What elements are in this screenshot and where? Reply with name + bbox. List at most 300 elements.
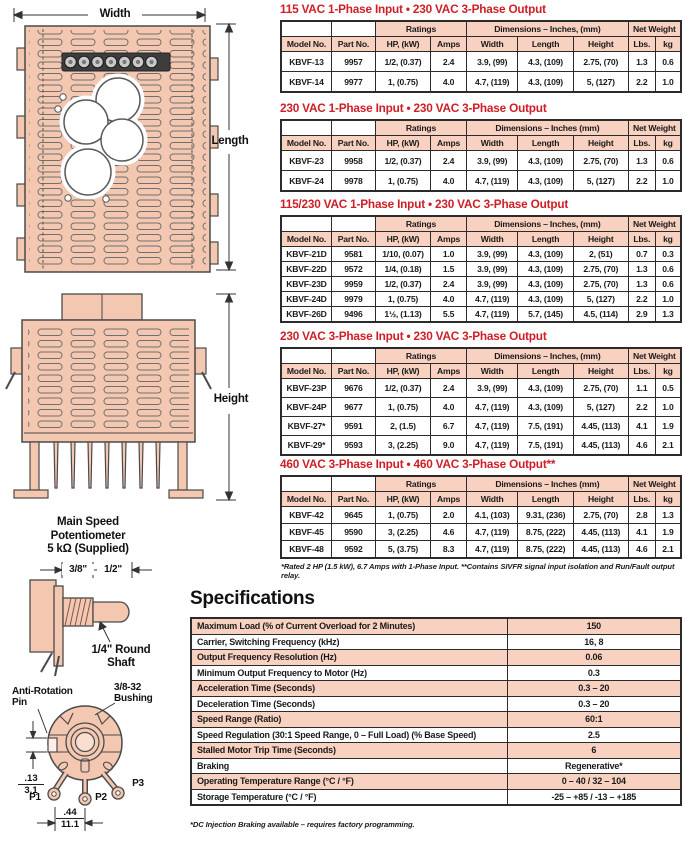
table-cell: 4.3, (109) bbox=[518, 151, 574, 171]
table-cell: 2.2 bbox=[628, 398, 655, 417]
table-cell: 7.5, (191) bbox=[518, 417, 574, 436]
specification-value: 2.5 bbox=[507, 727, 681, 743]
pin-label-line-1: Anti-Rotation bbox=[12, 686, 73, 697]
column-header: Model No. bbox=[281, 37, 331, 52]
table-cell: KBVF-45 bbox=[281, 524, 331, 541]
table-cell: 2.2 bbox=[628, 171, 655, 192]
table-cell: 3.9, (99) bbox=[467, 262, 518, 277]
table-cell: KBVF-23 bbox=[281, 151, 331, 171]
specification-label: Deceleration Time (Seconds) bbox=[191, 696, 507, 712]
width-dimension-label: Width bbox=[99, 8, 131, 20]
specification-label: Speed Range (Ratio) bbox=[191, 712, 507, 728]
table-cell: 2.4 bbox=[431, 379, 467, 398]
table-cell: 4.7, (119) bbox=[467, 541, 518, 559]
dimensions-group-header: Dimensions – Inches (mm) bbox=[467, 476, 629, 492]
table-row bbox=[281, 307, 681, 323]
table-cell: 1.3 bbox=[655, 507, 681, 524]
column-header: Length bbox=[518, 492, 574, 507]
table-row bbox=[281, 52, 681, 72]
column-header: Model No. bbox=[281, 492, 331, 507]
table-cell: 2.4 bbox=[431, 151, 467, 171]
table-cell: 9591 bbox=[331, 417, 375, 436]
net-weight-group-header: Net Weight bbox=[628, 21, 681, 37]
table-cell: 1.0 bbox=[431, 247, 467, 262]
table-cell: 4.3, (109) bbox=[518, 262, 574, 277]
anti-rotation-pin bbox=[48, 738, 57, 752]
table-title: 230 VAC 1-Phase Input • 230 VAC 3-Phase Output bbox=[280, 101, 547, 115]
dimensions-group-header: Dimensions – Inches, (mm) bbox=[467, 348, 629, 364]
table-cell: 4.3, (109) bbox=[518, 171, 574, 192]
table-row bbox=[281, 247, 681, 262]
specification-row bbox=[191, 758, 681, 774]
table-cell: 9959 bbox=[331, 277, 375, 292]
table-title: 115/230 VAC 1-Phase Input • 230 VAC 3-Phase Output bbox=[280, 197, 569, 211]
table-cell: 3.9, (99) bbox=[467, 379, 518, 398]
table-cell: 4.7, (119) bbox=[467, 524, 518, 541]
table-cell: 2.75, (70) bbox=[573, 151, 628, 171]
column-header: kg bbox=[655, 136, 681, 151]
table-cell: 5, (3.75) bbox=[375, 541, 430, 559]
terminal-p3-label: P3 bbox=[132, 778, 144, 789]
table-cell: 2.75, (70) bbox=[573, 277, 628, 292]
pin-label-line-2: Pin bbox=[12, 697, 27, 708]
table-title: 460 VAC 3-Phase Input • 460 VAC 3-Phase Output** bbox=[280, 457, 556, 471]
column-header: Length bbox=[518, 364, 574, 379]
table-cell: 9645 bbox=[331, 507, 375, 524]
table-cell: 4.45, (113) bbox=[573, 541, 628, 559]
table-cell: 4.6 bbox=[628, 541, 655, 559]
column-header: kg bbox=[655, 232, 681, 247]
header-spacer-cell bbox=[281, 348, 331, 364]
table-row bbox=[281, 524, 681, 541]
potentiometer-side-view-drawing bbox=[12, 558, 172, 684]
table-cell: 1.3 bbox=[655, 307, 681, 323]
table-cell: 4.3, (109) bbox=[518, 72, 574, 93]
header-spacer-cell bbox=[331, 21, 375, 37]
table-cell: 4.3, (109) bbox=[518, 379, 574, 398]
table-row bbox=[281, 541, 681, 559]
specification-label: Maximum Load (% of Current Overload for 2 Minutes) bbox=[191, 618, 507, 634]
table-cell: 2.1 bbox=[655, 436, 681, 456]
table-cell: 2.9 bbox=[628, 307, 655, 323]
specification-value: 150 bbox=[507, 618, 681, 634]
table-cell: 2.2 bbox=[628, 292, 655, 307]
table-row bbox=[281, 171, 681, 192]
specification-value: 6 bbox=[507, 743, 681, 759]
table-cell: KBVF-23D bbox=[281, 277, 331, 292]
table-cell: 4.3, (109) bbox=[518, 52, 574, 72]
table-cell: KBVF-26D bbox=[281, 307, 331, 323]
terminal-p2-label: P2 bbox=[95, 792, 107, 803]
table-cell: 8.75, (222) bbox=[518, 524, 574, 541]
specification-label: Acceleration Time (Seconds) bbox=[191, 681, 507, 697]
height-dimension-label: Height bbox=[213, 393, 249, 405]
table-cell: 9592 bbox=[331, 541, 375, 559]
table-cell: KBVF-24D bbox=[281, 292, 331, 307]
ratings-group-header: Ratings bbox=[375, 348, 466, 364]
table-cell: KBVF-13 bbox=[281, 52, 331, 72]
column-header: Part No. bbox=[331, 492, 375, 507]
table-cell: 1/2, (0.37) bbox=[375, 52, 430, 72]
table-row bbox=[281, 398, 681, 417]
table-cell: 0.6 bbox=[655, 52, 681, 72]
table-cell: 4.5, (114) bbox=[573, 307, 628, 323]
table-cell: 0.6 bbox=[655, 277, 681, 292]
specifications-table bbox=[190, 617, 682, 806]
table-block-230vac-1ph bbox=[280, 102, 682, 192]
shaft-label-line-1: 1/4" Round bbox=[91, 644, 151, 656]
table-cell: KBVF-42 bbox=[281, 507, 331, 524]
table-cell: 3, (2.25) bbox=[375, 436, 430, 456]
table-cell: 4.45, (113) bbox=[573, 417, 628, 436]
table-cell: KBVF-23P bbox=[281, 379, 331, 398]
table-cell: 4.0 bbox=[431, 72, 467, 93]
table-cell: 4.7, (119) bbox=[467, 171, 518, 192]
specification-label: Stalled Motor Trip Time (Seconds) bbox=[191, 743, 507, 759]
table-cell: 1, (0.75) bbox=[375, 507, 430, 524]
column-header: Length bbox=[518, 136, 574, 151]
table-cell: 9593 bbox=[331, 436, 375, 456]
column-header: Length bbox=[518, 37, 574, 52]
table-cell: 4.3, (109) bbox=[518, 292, 574, 307]
table-cell: 1.0 bbox=[655, 171, 681, 192]
ratings-table-115-230vac bbox=[280, 215, 682, 323]
table-cell: 8.75, (222) bbox=[518, 541, 574, 559]
bushing-label-line-1: 3/8-32 bbox=[114, 682, 142, 693]
specification-label: Output Frequency Resolution (Hz) bbox=[191, 650, 507, 666]
table-cell: 9496 bbox=[331, 307, 375, 323]
table-cell: KBVF-29* bbox=[281, 436, 331, 456]
table-cell: 9.0 bbox=[431, 436, 467, 456]
drive-side-view-drawing bbox=[2, 292, 254, 510]
table-cell: 4.7, (119) bbox=[467, 398, 518, 417]
column-header: Amps bbox=[431, 492, 467, 507]
shaft-length-dimension: 1/2" bbox=[97, 564, 129, 575]
table-row bbox=[281, 151, 681, 171]
table-cell: 4.0 bbox=[431, 292, 467, 307]
caption-line-1: Main Speed bbox=[57, 516, 119, 528]
table-cell: 9590 bbox=[331, 524, 375, 541]
specification-label: Carrier, Switching Frequency (kHz) bbox=[191, 634, 507, 650]
table-cell: 1.1 bbox=[628, 379, 655, 398]
column-header: Width bbox=[467, 37, 518, 52]
column-header: Height bbox=[573, 492, 628, 507]
column-header: Model No. bbox=[281, 232, 331, 247]
table-cell: 4.1 bbox=[628, 417, 655, 436]
ratings-table-230vac-1ph bbox=[280, 119, 682, 192]
table-cell: 1/2, (0.37) bbox=[375, 379, 430, 398]
pin-height-mm: 3.1 bbox=[18, 784, 44, 796]
column-header: HP, (kW) bbox=[375, 364, 430, 379]
dimensions-group-header: Dimensions – Inches (mm) bbox=[467, 120, 629, 136]
ratings-table-115vac bbox=[280, 20, 682, 93]
specification-row bbox=[191, 681, 681, 697]
table-cell: 1/4, (0.18) bbox=[375, 262, 430, 277]
table-cell: 5, (127) bbox=[573, 171, 628, 192]
table-cell: 1.9 bbox=[655, 524, 681, 541]
pin-height-inches: .13 bbox=[24, 773, 38, 784]
column-header: Part No. bbox=[331, 136, 375, 151]
specification-row bbox=[191, 774, 681, 790]
table-cell: 1.3 bbox=[628, 277, 655, 292]
ratings-group-header: Ratings bbox=[375, 216, 466, 232]
table-cell: 4.7, (119) bbox=[467, 292, 518, 307]
table-cell: 2.75, (70) bbox=[573, 52, 628, 72]
column-header: Part No. bbox=[331, 37, 375, 52]
shaft-dimension-arrows bbox=[40, 562, 152, 578]
length-dimension-label: Length bbox=[211, 135, 249, 147]
table-cell: 1.3 bbox=[628, 151, 655, 171]
column-header: HP, (kW) bbox=[375, 37, 430, 52]
specifications-heading: Specifications bbox=[190, 588, 315, 609]
table-row bbox=[281, 277, 681, 292]
bushing-front bbox=[66, 723, 104, 761]
column-header: Amps bbox=[431, 364, 467, 379]
table-cell: 4.7, (119) bbox=[467, 417, 518, 436]
potentiometer-front-view-drawing bbox=[2, 682, 182, 847]
table-cell: 9957 bbox=[331, 52, 375, 72]
net-weight-group-header: Net Weight bbox=[628, 120, 681, 136]
header-spacer-cell bbox=[281, 120, 331, 136]
column-header: Height bbox=[573, 136, 628, 151]
specifications-section bbox=[190, 588, 682, 829]
table-cell: 4.7, (119) bbox=[467, 307, 518, 323]
table-row bbox=[281, 262, 681, 277]
table-cell: 1½, (1.13) bbox=[375, 307, 430, 323]
net-weight-group-header: Net Weight bbox=[628, 216, 681, 232]
table-block-115-230vac bbox=[280, 198, 682, 323]
table-cell: 0.7 bbox=[628, 247, 655, 262]
specification-row bbox=[191, 696, 681, 712]
specification-label: Braking bbox=[191, 758, 507, 774]
table-cell: 5, (127) bbox=[573, 292, 628, 307]
specification-value: 0.3 – 20 bbox=[507, 696, 681, 712]
specification-value: Regenerative* bbox=[507, 758, 681, 774]
column-header: Part No. bbox=[331, 232, 375, 247]
column-header: Model No. bbox=[281, 136, 331, 151]
header-spacer-cell bbox=[331, 476, 375, 492]
ratings-group-header: Ratings bbox=[375, 21, 466, 37]
column-header: Length bbox=[518, 232, 574, 247]
table-cell: KBVF-27* bbox=[281, 417, 331, 436]
shaft bbox=[93, 602, 129, 622]
table-row bbox=[281, 507, 681, 524]
table-cell: 9.31, (236) bbox=[518, 507, 574, 524]
specification-value: 16, 8 bbox=[507, 634, 681, 650]
table-cell: 5.5 bbox=[431, 307, 467, 323]
table-cell: 2, (51) bbox=[573, 247, 628, 262]
table-cell: 9979 bbox=[331, 292, 375, 307]
column-header: Width bbox=[467, 232, 518, 247]
table-cell: 1.3 bbox=[628, 52, 655, 72]
table-cell: 1, (0.75) bbox=[375, 398, 430, 417]
specification-row bbox=[191, 634, 681, 650]
table-cell: 2.4 bbox=[431, 277, 467, 292]
table-cell: 1/2, (0.37) bbox=[375, 151, 430, 171]
header-spacer-cell bbox=[281, 21, 331, 37]
table-cell: 0.6 bbox=[655, 262, 681, 277]
table-cell: 0.5 bbox=[655, 379, 681, 398]
table-cell: 1.3 bbox=[628, 262, 655, 277]
table-cell: 4.3, (109) bbox=[518, 247, 574, 262]
column-header: Width bbox=[467, 364, 518, 379]
column-header: kg bbox=[655, 364, 681, 379]
table-row bbox=[281, 379, 681, 398]
table-cell: 3.9, (99) bbox=[467, 277, 518, 292]
table-cell: 1, (0.75) bbox=[375, 171, 430, 192]
table-cell: 4.7, (119) bbox=[467, 72, 518, 93]
table-cell: 2.8 bbox=[628, 507, 655, 524]
column-header: kg bbox=[655, 492, 681, 507]
table-cell: 3.9, (99) bbox=[467, 151, 518, 171]
heatsink bbox=[14, 442, 203, 498]
table-cell: 2.2 bbox=[628, 72, 655, 93]
specification-value: 0.06 bbox=[507, 650, 681, 666]
ratings-table-460vac bbox=[280, 475, 682, 559]
table-cell: KBVF-14 bbox=[281, 72, 331, 93]
table-cell: 5, (127) bbox=[573, 72, 628, 93]
column-header: Amps bbox=[431, 136, 467, 151]
table-cell: 4.0 bbox=[431, 398, 467, 417]
specification-row bbox=[191, 789, 681, 805]
column-header: Lbs. bbox=[628, 136, 655, 151]
shaft-label bbox=[85, 644, 157, 669]
table-cell: 9677 bbox=[331, 398, 375, 417]
ratings-group-header: Ratings bbox=[375, 120, 466, 136]
column-header: Lbs. bbox=[628, 37, 655, 52]
potentiometer-caption bbox=[22, 516, 154, 557]
table-cell: KBVF-22D bbox=[281, 262, 331, 277]
table-cell: 5, (127) bbox=[573, 398, 628, 417]
table-cell: KBVF-21D bbox=[281, 247, 331, 262]
table-block-230vac-3ph bbox=[280, 330, 682, 456]
table-cell: 1, (0.75) bbox=[375, 72, 430, 93]
specification-label: Storage Temperature (°C / °F) bbox=[191, 789, 507, 805]
specification-value: -25 – +85 / -13 – +185 bbox=[507, 789, 681, 805]
table-cell: 3, (2.25) bbox=[375, 524, 430, 541]
net-weight-group-header: Net Weight bbox=[628, 476, 681, 492]
shaft-label-line-2: Shaft bbox=[107, 656, 135, 669]
table-cell: 4.45, (113) bbox=[573, 524, 628, 541]
table-cell: 4.3, (109) bbox=[518, 277, 574, 292]
table-cell: 3.9, (99) bbox=[467, 247, 518, 262]
specification-value: 0.3 bbox=[507, 665, 681, 681]
table-cell: 0.6 bbox=[655, 151, 681, 171]
table-title: 230 VAC 3-Phase Input • 230 VAC 3-Phase Output bbox=[280, 329, 547, 343]
drive-top-view-drawing bbox=[2, 2, 254, 286]
table-row bbox=[281, 417, 681, 436]
lead-spacing-inches: .44 bbox=[63, 807, 77, 818]
table-cell: 9581 bbox=[331, 247, 375, 262]
table-cell: 4.7, (119) bbox=[467, 436, 518, 456]
header-spacer-cell bbox=[331, 120, 375, 136]
terminal-block bbox=[62, 53, 170, 71]
column-header: Width bbox=[467, 136, 518, 151]
table-cell: 9572 bbox=[331, 262, 375, 277]
table-cell: 6.7 bbox=[431, 417, 467, 436]
table-cell: 9676 bbox=[331, 379, 375, 398]
dimensions-group-header: Dimensions – Inches, (mm) bbox=[467, 216, 629, 232]
table-cell: 4.1, (103) bbox=[467, 507, 518, 524]
bushing-label-line-2: Bushing bbox=[114, 693, 153, 704]
table-cell: 1/10, (0.07) bbox=[375, 247, 430, 262]
specification-row bbox=[191, 618, 681, 634]
anti-rotation-pin-label bbox=[12, 686, 84, 708]
table-cell: 4.0 bbox=[431, 171, 467, 192]
table-cell: 1/2, (0.37) bbox=[375, 277, 430, 292]
vent-slots bbox=[28, 326, 189, 428]
specification-row bbox=[191, 712, 681, 728]
column-header: Lbs. bbox=[628, 364, 655, 379]
table-cell: 4.6 bbox=[628, 436, 655, 456]
table-cell: 4.3, (109) bbox=[518, 398, 574, 417]
specification-row bbox=[191, 650, 681, 666]
table-cell: KBVF-24 bbox=[281, 171, 331, 192]
net-weight-group-header: Net Weight bbox=[628, 348, 681, 364]
table-cell: 1.5 bbox=[431, 262, 467, 277]
bushing-label bbox=[114, 682, 174, 704]
table-cell: 4.1 bbox=[628, 524, 655, 541]
ratings-tables-footnote: *Rated 2 HP (1.5 kW), 6.7 Amps with 1-Phase Input. **Contains SIVFR signal input isolation and Run/Fault output relay. bbox=[281, 562, 675, 580]
table-cell: 4.45, (113) bbox=[573, 436, 628, 456]
caption-line-2: Potentiometer bbox=[50, 529, 126, 542]
table-cell: KBVF-24P bbox=[281, 398, 331, 417]
column-header: Lbs. bbox=[628, 232, 655, 247]
column-header: Amps bbox=[431, 37, 467, 52]
table-cell: 2, (1.5) bbox=[375, 417, 430, 436]
ratings-group-header: Ratings bbox=[375, 476, 466, 492]
specification-value: 0 – 40 / 32 – 104 bbox=[507, 774, 681, 790]
table-row bbox=[281, 72, 681, 93]
column-header: HP, (kW) bbox=[375, 136, 430, 151]
table-block-460vac bbox=[280, 458, 682, 559]
table-cell: 2.0 bbox=[431, 507, 467, 524]
dimensions-group-header: Dimensions – Inches, (mm) bbox=[467, 21, 629, 37]
column-header: Height bbox=[573, 364, 628, 379]
table-cell: 2.4 bbox=[431, 52, 467, 72]
table-cell: 9978 bbox=[331, 171, 375, 192]
table-cell: 3.9, (99) bbox=[467, 52, 518, 72]
table-cell: 1.0 bbox=[655, 292, 681, 307]
table-cell: 2.75, (70) bbox=[573, 262, 628, 277]
table-cell: 0.3 bbox=[655, 247, 681, 262]
table-cell: 7.5, (191) bbox=[518, 436, 574, 456]
specification-value: 60:1 bbox=[507, 712, 681, 728]
specification-label: Speed Regulation (30:1 Speed Range, 0 – Full Load) (% Base Speed) bbox=[191, 727, 507, 743]
table-cell: 8.3 bbox=[431, 541, 467, 559]
header-spacer-cell bbox=[331, 216, 375, 232]
table-cell: 2.75, (70) bbox=[573, 379, 628, 398]
ratings-table-230vac-3ph bbox=[280, 347, 682, 456]
specification-label: Minimum Output Frequency to Motor (Hz) bbox=[191, 665, 507, 681]
lead-spacing-mm: 11.1 bbox=[56, 818, 84, 830]
column-header: Width bbox=[467, 492, 518, 507]
terminal-p1-label: P1 bbox=[29, 792, 41, 803]
table-cell: 1.0 bbox=[655, 72, 681, 93]
table-title: 115 VAC 1-Phase Input • 230 VAC 3-Phase Output bbox=[280, 2, 546, 16]
table-cell: 5.7, (145) bbox=[518, 307, 574, 323]
lead-spacing-dimension-value bbox=[56, 807, 84, 830]
specification-label: Operating Temperature Range (°C / °F) bbox=[191, 774, 507, 790]
table-row bbox=[281, 436, 681, 456]
table-cell: KBVF-48 bbox=[281, 541, 331, 559]
table-cell: 2.75, (70) bbox=[573, 507, 628, 524]
specifications-footnote: *DC Injection Braking available – requires factory programming. bbox=[190, 820, 415, 829]
header-spacer-cell bbox=[331, 348, 375, 364]
header-spacer-cell bbox=[281, 476, 331, 492]
table-block-115vac bbox=[280, 3, 682, 93]
specification-row bbox=[191, 727, 681, 743]
